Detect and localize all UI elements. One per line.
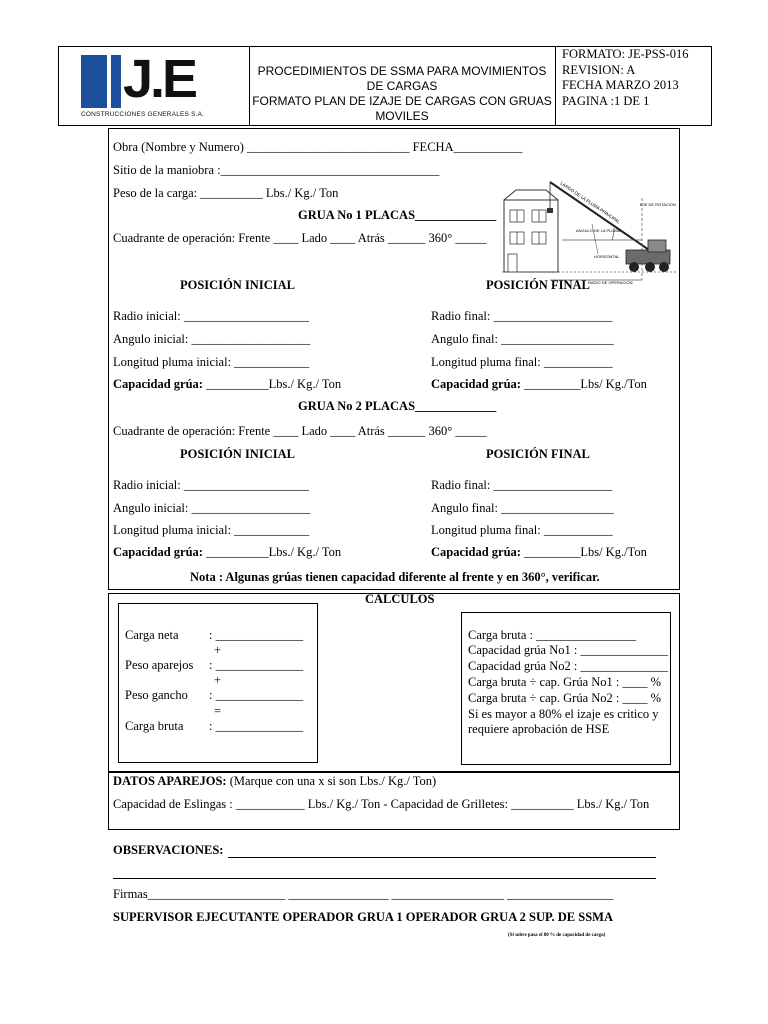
grua1-posicion-inicial-heading: POSICIÓN INICIAL — [180, 278, 295, 292]
aparejos-title — [113, 774, 436, 789]
grua2-angulo-final[interactable]: Angulo final: __________________ — [431, 501, 614, 515]
grua2-cuadrante[interactable]: Cuadrante de operación: Frente ____ Lado ____ Atrás ______ 360° _____ — [113, 424, 487, 438]
grua1-longitud-inicial[interactable]: Longitud pluma inicial: ____________ — [113, 355, 310, 369]
capacidad-label: Capacidad grúa: — [113, 377, 203, 391]
calc-right-line[interactable]: Capacidad grúa No1 : ______________ — [468, 643, 668, 657]
grua2-posicion-final-heading: POSICIÓN FINAL — [486, 447, 590, 461]
label-angulo-pluma: ANGULO DE LA PLUMA — [576, 228, 621, 233]
calc-value[interactable]: : ______________ — [209, 628, 304, 642]
grua2-angulo-inicial[interactable]: Angulo inicial: ___________________ — [113, 501, 311, 515]
observaciones-label: OBSERVACIONES: — [113, 843, 224, 857]
grua1-cuadrante[interactable]: Cuadrante de operación: Frente ____ Lado ____ Atrás ______ 360° _____ — [113, 231, 487, 245]
grua1-longitud-final[interactable]: Longitud pluma final: ___________ — [431, 355, 613, 369]
document-header — [58, 46, 712, 126]
calculos-title: CALCULOS — [365, 592, 435, 606]
label-radio-operacion: RADIO DE OPERACION — [588, 280, 633, 285]
obra-field[interactable]: Obra (Nombre y Numero) __________________________ FECHA___________ — [113, 140, 523, 154]
calc-right-line[interactable]: Carga bruta : ________________ — [468, 628, 637, 642]
document-meta — [556, 47, 711, 125]
nota-text: Nota : Algunas grúas tienen capacidad diferente al frente y en 360°, verificar. — [190, 570, 600, 584]
observaciones-line[interactable] — [228, 857, 656, 858]
capacidad-label: Capacidad grúa: — [113, 545, 203, 559]
calc-label: Peso gancho — [125, 688, 188, 702]
grua1-title[interactable]: GRUA No 1 PLACAS_____________ — [298, 208, 497, 222]
title-line: DE CARGAS — [366, 79, 438, 93]
logo-cell — [59, 47, 250, 125]
meta-formato: FORMATO: JE-PSS-016 — [562, 47, 689, 61]
document-title — [249, 47, 556, 125]
crane-diagram-illustration — [502, 168, 678, 288]
grua2-capacidad-final[interactable] — [431, 545, 647, 560]
calc-right-line: requiere aprobación de HSE — [468, 722, 610, 736]
firmas-line[interactable]: Firmas______________________ ________________ __________________ _________________ — [113, 887, 614, 901]
grua1-capacidad-inicial[interactable] — [113, 377, 341, 392]
aparejos-title-note: (Marque con una x si son Lbs./ Kg./ Ton) — [226, 774, 437, 788]
calc-operator: + — [214, 673, 222, 687]
calc-right-line[interactable]: Carga bruta ÷ cap. Grúa No1 : ____ % — [468, 675, 662, 689]
calc-operator: + — [214, 643, 222, 657]
capacidad-value: __________Lbs./ Kg./ Ton — [202, 545, 342, 559]
calc-right-line[interactable]: Capacidad grúa No2 : ______________ — [468, 659, 668, 673]
sitio-field[interactable]: Sitio de la maniobra :___________________________________ — [113, 163, 440, 177]
grua1-angulo-final[interactable]: Angulo final: __________________ — [431, 332, 614, 346]
calc-value[interactable]: : ______________ — [209, 688, 304, 702]
capacidad-label: Capacidad grúa: — [431, 377, 521, 391]
company-name: J.E — [123, 49, 196, 109]
title-line: PROCEDIMIENTOS DE SSMA PARA MOVIMIENTOS — [257, 64, 547, 78]
aparejos-title-label: DATOS APAREJOS: — [113, 774, 227, 788]
grua2-posicion-inicial-heading: POSICIÓN INICIAL — [180, 447, 295, 461]
calc-label: Carga bruta — [125, 719, 184, 733]
grua1-posicion-final-heading: POSICIÓN FINAL — [486, 278, 590, 292]
calc-value[interactable]: : ______________ — [209, 658, 304, 672]
capacidad-label: Capacidad grúa: — [431, 545, 521, 559]
grua2-longitud-final[interactable]: Longitud pluma final: ___________ — [431, 523, 613, 537]
firmas-footnote: (Si sobre pasa el 80 % de capacidad de carga) — [508, 933, 606, 938]
peso-carga-field[interactable]: Peso de la carga: __________ Lbs./ Kg./ Ton — [113, 186, 339, 200]
label-eje-rotacion: EJE DE ROTACION — [640, 202, 676, 207]
grua1-angulo-inicial[interactable]: Angulo inicial: ___________________ — [113, 332, 311, 346]
company-subtitle: CONSTRUCCIONES GENERALES S.A. — [81, 111, 205, 118]
grua2-longitud-inicial[interactable]: Longitud pluma inicial: ____________ — [113, 523, 310, 537]
grua1-capacidad-final[interactable] — [431, 377, 647, 392]
label-horizontal: HORIZONTAL — [594, 254, 620, 259]
meta-revision: REVISION: A — [562, 62, 636, 77]
aparejos-capacidades[interactable]: Capacidad de Eslingas : ___________ Lbs./ Kg./ Ton - Capacidad de Grilletes: __________ Lbs./ Kg./ Ton — [113, 797, 650, 811]
meta-pagina: PAGINA :1 DE 1 — [562, 93, 650, 108]
calc-label: Carga neta — [125, 628, 179, 642]
capacidad-value: _________Lbs/ Kg./Ton — [520, 377, 647, 391]
grua2-radio-inicial[interactable]: Radio inicial: ____________________ — [113, 478, 309, 492]
label-largo-pluma: LARGO DE LA PLUMA PRINCIPAL — [559, 180, 622, 225]
title-line: MOVILES — [375, 109, 429, 123]
capacidad-value: _________Lbs/ Kg./Ton — [520, 545, 647, 559]
grua2-radio-final[interactable]: Radio final: ___________________ — [431, 478, 613, 492]
grua1-radio-inicial[interactable]: Radio inicial: ____________________ — [113, 309, 309, 323]
title-line: FORMATO PLAN DE IZAJE DE CARGAS CON GRUAS — [252, 94, 552, 108]
capacidad-value: __________Lbs./ Kg./ Ton — [202, 377, 342, 391]
grua1-radio-final[interactable]: Radio final: ___________________ — [431, 309, 613, 323]
calc-label: Peso aparejos — [125, 658, 194, 672]
calc-right-line[interactable]: Carga bruta ÷ cap. Grúa No2 : ____ % — [468, 691, 662, 705]
grua2-capacidad-inicial[interactable] — [113, 545, 341, 560]
grua2-title[interactable]: GRUA No 2 PLACAS_____________ — [298, 399, 497, 413]
calc-right-line: Si es mayor a 80% el izaje es critico y — [468, 707, 659, 721]
calc-value[interactable]: : ______________ — [209, 719, 304, 733]
observaciones-line[interactable] — [113, 878, 656, 879]
firmas-roles: SUPERVISOR EJECUTANTE OPERADOR GRUA 1 OPERADOR GRUA 2 SUP. DE SSMA — [113, 910, 613, 924]
calc-operator: = — [214, 704, 222, 718]
meta-fecha: FECHA MARZO 2013 — [562, 78, 679, 92]
